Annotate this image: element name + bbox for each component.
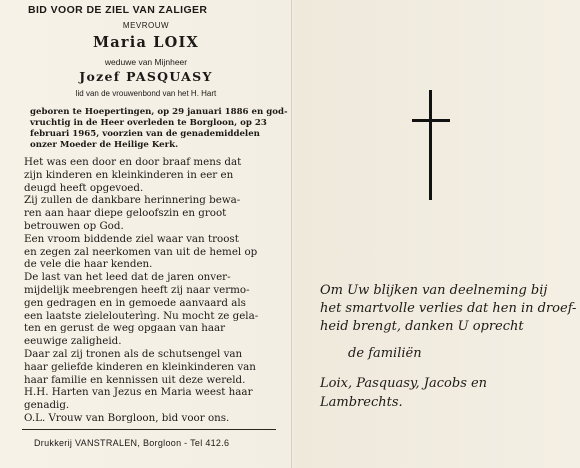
bio-line: onzer Moeder de Heilige Kerk. xyxy=(30,140,179,150)
cross-icon xyxy=(429,90,432,200)
tribute-line: Het was een door en door braaf mens dat xyxy=(24,156,242,168)
tribute-line: betrouwen op God. xyxy=(24,219,124,232)
footer-divider xyxy=(22,429,276,430)
right-panel xyxy=(292,0,580,468)
tribute-line: ren aan haar diepe geloofszin en groot xyxy=(24,207,227,220)
tribute-line: deugd heeft opgevoed. xyxy=(24,181,144,194)
family-names-line: Loix, Pasquasy, Jacobs en xyxy=(320,376,488,391)
cross-icon-bar xyxy=(412,119,450,122)
tribute-line: O.L. Vrouw van Borgloon, bid voor ons. xyxy=(24,411,230,424)
family-names xyxy=(320,374,574,412)
tribute-line: haar geliefde kinderen en kleinkinderen van xyxy=(24,360,256,373)
membership-line: lid van de vrouwenbond van het H. Hart xyxy=(75,89,217,98)
tribute-line: een laatste zielelouterìng. Nu mocht ze gela- xyxy=(24,309,259,322)
tribute-line: en zegen zal neerkomen van uit de hemel op xyxy=(24,245,258,258)
tribute-line: gen gedragen en in gemoede aanvaard als xyxy=(24,296,246,309)
thanks-line: Om Uw blijken van deelneming bij xyxy=(320,283,548,298)
tribute-line: H.H. Harten van Jezus en Maria weest haar xyxy=(24,386,253,399)
thanks-text xyxy=(320,282,577,336)
tribute-line: De last van het leed dat de jaren onver- xyxy=(24,271,231,284)
card-heading: BID VOOR DE ZIEL VAN ZALIGER xyxy=(28,4,208,16)
tribute-text xyxy=(24,156,282,425)
tribute-line: Zij zullen de dankbare herinnering bewa- xyxy=(24,194,241,207)
thanks-line: heid brengt, danken U oprecht xyxy=(320,319,524,334)
bio-paragraph xyxy=(30,107,288,151)
deceased-name: Maria LOIX xyxy=(93,34,199,51)
bio-line: vruchtig in de Heer overleden te Borgloon, op 23 xyxy=(30,118,267,128)
tribute-line: eeuwige zaligheid. xyxy=(24,335,122,348)
widow-of-label: weduwe van Mijnheer xyxy=(104,57,188,67)
printer-credit: Drukkerij VANSTRALEN, Borgloon - Tel 412.6 xyxy=(34,438,230,448)
family-names-line: Lambrechts. xyxy=(320,395,403,410)
tribute-line: de vele die haar kenden. xyxy=(24,258,153,271)
title-mevrouw: MEVROUW xyxy=(122,21,170,30)
bio-line: geboren te Hoepertingen, op 29 januari 1886 en god- xyxy=(30,107,288,117)
tribute-line: Daar zal zij tronen als de schutsengel van xyxy=(24,347,243,360)
thanks-line: het smartvolle verlies dat hen in droef- xyxy=(320,301,577,316)
husband-name: Jozef PASQUASY xyxy=(79,69,213,84)
bio-line: februari 1965, voorzien van de genademiddelen xyxy=(30,129,260,139)
tribute-line: ten en gerust de weg opgaan van haar xyxy=(24,322,226,335)
tribute-line: genadig. xyxy=(24,399,70,412)
tribute-line: Een vroom biddende ziel waar van troost xyxy=(24,232,239,245)
tribute-line: zijn kinderen en kleinkinderen in eer en xyxy=(24,168,234,181)
tribute-line: mijdelijk meebrengen heeft zij naar vermo- xyxy=(24,283,250,296)
tribute-line: haar familie en kennissen uit deze wereld. xyxy=(24,373,246,386)
families-label: de familiën xyxy=(348,346,422,361)
